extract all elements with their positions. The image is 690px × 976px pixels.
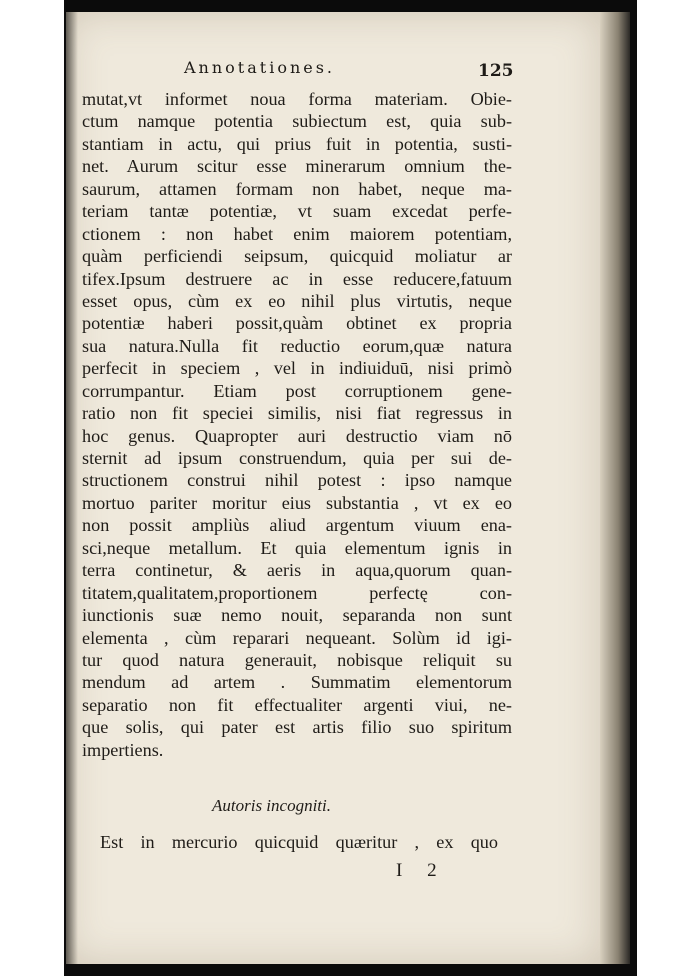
text-line: sci,neque metallum. Et quia elementum ignis in [82,537,512,558]
text-line: potentiæ haberi possit,quàm obtinet ex propria [82,313,512,334]
text-line: sua natura.Nulla fit reductio eorum,quæ natura [82,335,512,356]
page-edge [600,12,630,964]
running-head: Annotationes. [184,58,336,77]
text-line: separatio non fit effectualiter argenti viui, ne- [82,694,512,715]
section-heading: Autoris incogniti. [212,796,331,815]
text-line: tifex.Ipsum destruere ac in esse reducere,fatuum [82,268,512,289]
text-line: tur quod natura generauit, nobisque reliquit su [82,649,512,670]
text-line: stantiam in actu, qui prius fuit in potentia, susti- [82,133,512,154]
text-line: mutat,vt informet noua forma materiam. Obie- [82,89,512,109]
text-line: iunctionis suæ nemo nouit, separanda non sunt [82,605,512,626]
text-line: perfecit in speciem , vel in indiuiduū, nisi primò [82,358,512,379]
text-line: teriam tantæ potentiæ, vt suam excedat perfe- [82,201,512,222]
text-line: que solis, qui pater est artis filio suo spiritum [82,717,512,738]
body-text [82,88,512,761]
page-gutter-shadow [66,12,78,964]
text-line: quàm perficiendi seipsum, quicquid moliatur ar [82,246,512,267]
text-line: hoc genus. Quapropter auri destructio viam nō [82,425,512,446]
text-line: terra continetur, & aeris in aqua,quorum quan- [82,560,512,581]
signature-mark: I 2 [396,860,447,881]
text-line: elementa , cùm reparari nequeant. Solùm id igi- [82,627,512,648]
text-line: corrumpantur. Etiam post corruptionem gene- [82,380,512,401]
text-line: ratio non fit speciei similis, nisi fiat regressus in [82,403,512,424]
section-first-line: Est in mercurio quicquid quæritur , ex quo [100,832,498,852]
text-line: structionem construi nihil potest : ipso namque [82,470,512,491]
text-line: esset opus, cùm ex eo nihil plus virtutis, neque [82,290,512,311]
text-line: non possit ampliùs aliud argentum viuum ena- [82,515,512,536]
text-line: ctionem : non habet enim maiorem potentiam, [82,223,512,244]
text-line: ctum namque potentia subiectum est, quia sub- [82,111,512,132]
text-line: saurum, attamen formam non habet, neque ma- [82,178,512,199]
text-line: mortuo pariter moritur eius substantia , vt ex eo [82,492,512,513]
text-line: sternit ad ipsum construendum, quia per sui de- [82,448,512,468]
text-line: net. Aurum scitur esse minerarum omnium the- [82,156,512,177]
text-line: mendum ad artem . Summatim elementorum [82,672,512,693]
text-line: titatem,qualitatem,proportionem perfectę con- [82,582,512,603]
page-number: 125 [478,61,514,81]
text-line: impertiens. [82,739,164,760]
